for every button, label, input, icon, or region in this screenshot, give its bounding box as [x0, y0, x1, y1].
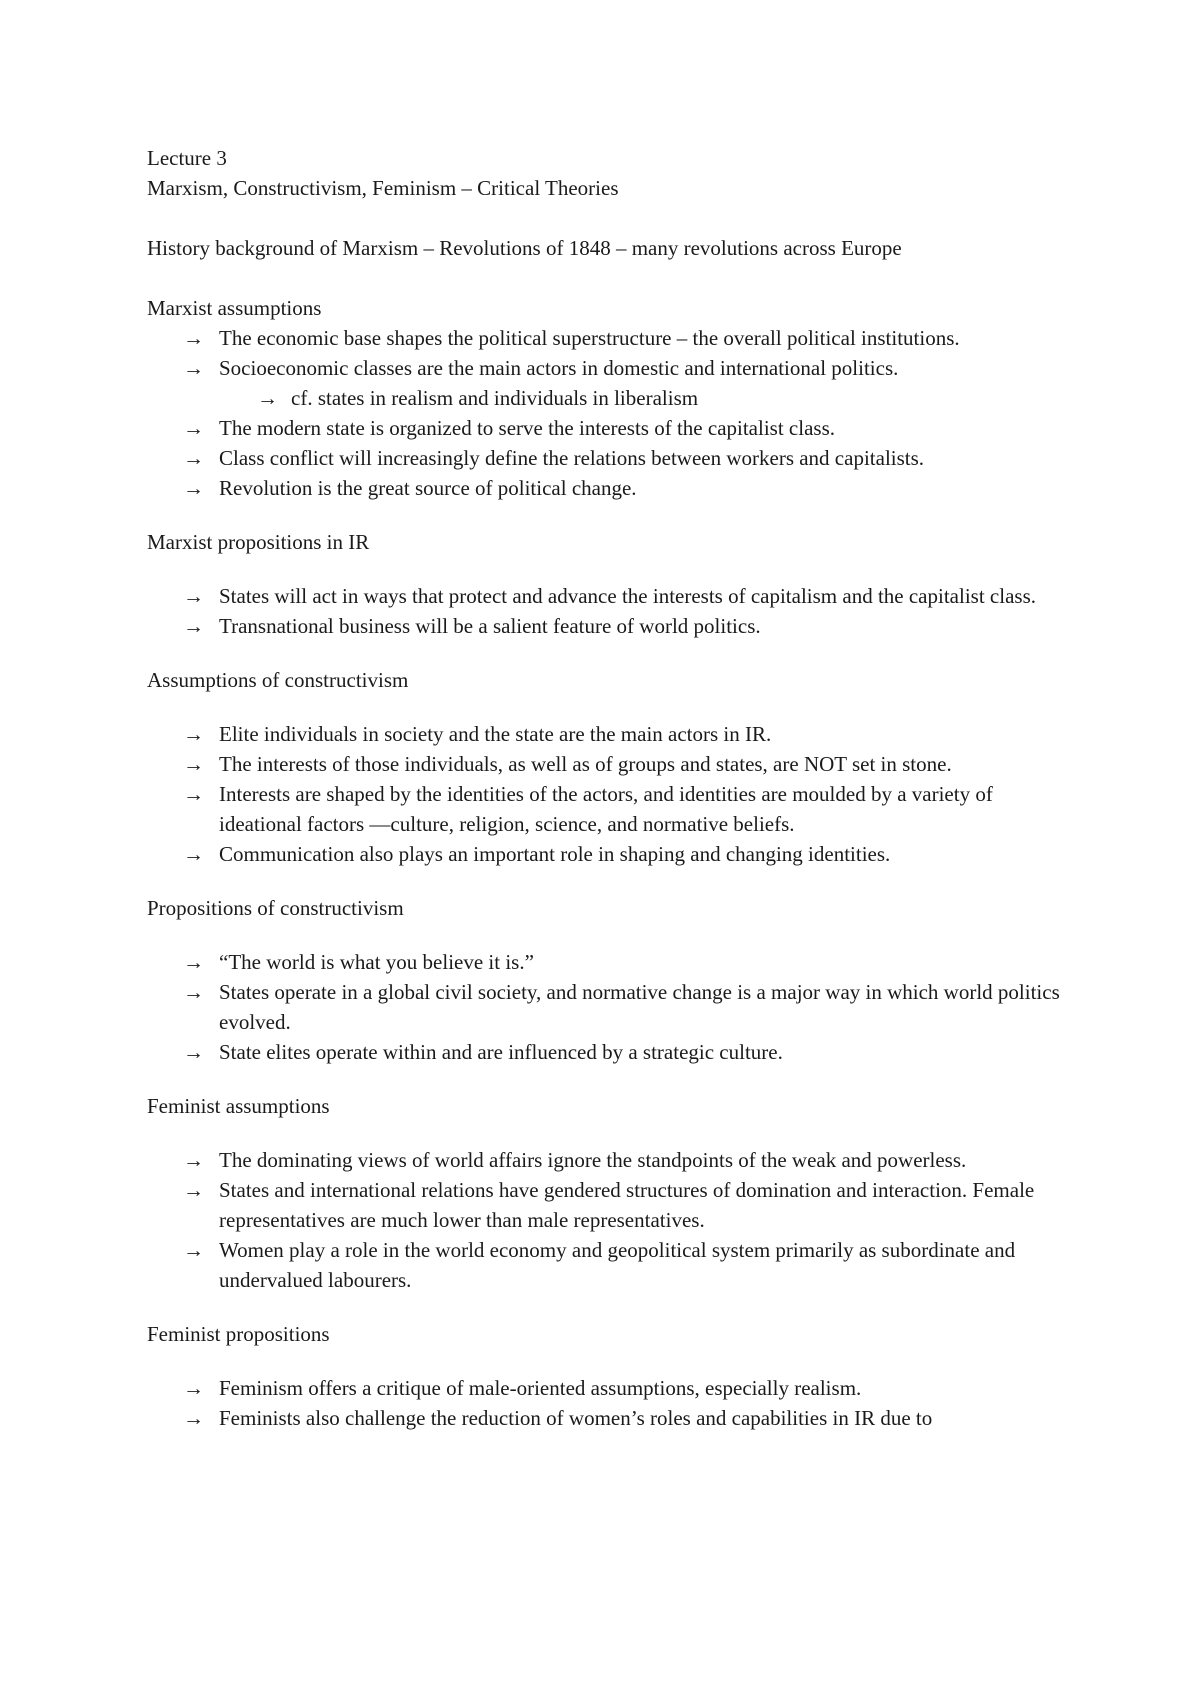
arrow-icon: →	[183, 980, 204, 1004]
arrow-icon: →	[183, 722, 204, 746]
list-item	[147, 1235, 1067, 1295]
arrow-icon: →	[183, 356, 204, 380]
arrow-icon: →	[183, 326, 204, 350]
list-item	[147, 1145, 1067, 1175]
list-item	[147, 1373, 1067, 1403]
section-heading-marxist-propositions: Marxist propositions in IR	[147, 530, 370, 554]
list-item	[147, 611, 1067, 641]
list-item	[147, 1403, 1067, 1433]
arrow-icon: →	[183, 614, 204, 638]
section-heading-constructivism-assumptions: Assumptions of constructivism	[147, 668, 409, 692]
list-item-text: Transnational business will be a salient feature of world politics.	[219, 614, 761, 638]
list-item-text: Class conflict will increasingly define the relations between workers and capitalists.	[219, 446, 925, 470]
list-item	[147, 947, 1067, 977]
list-item-text: Interests are shaped by the identities of the actors, and identities are moulded by a variety of ideational factors —culture, religion, science, and normative beliefs.	[219, 782, 993, 836]
list-item-text: Revolution is the great source of political change.	[219, 476, 637, 500]
list-item-text: Socioeconomic classes are the main actors in domestic and international politics.	[219, 356, 899, 380]
arrow-icon: →	[183, 752, 204, 776]
arrow-icon: →	[183, 1178, 204, 1202]
list-item-text: Feminism offers a critique of male-oriented assumptions, especially realism.	[219, 1376, 862, 1400]
list-item-text: States will act in ways that protect and advance the interests of capitalism and the capitalist class.	[219, 584, 1036, 608]
list-item	[147, 1037, 1067, 1067]
list-item	[147, 353, 1067, 383]
lecture-title: Marxism, Constructivism, Feminism – Critical Theories	[147, 176, 619, 200]
document-page	[147, 143, 1067, 1433]
history-background: History background of Marxism – Revolutions of 1848 – many revolutions across Europe	[147, 236, 902, 260]
list-item	[147, 413, 1067, 443]
arrow-icon: →	[183, 1148, 204, 1172]
lecture-number: Lecture 3	[147, 146, 227, 170]
list-item-text: “The world is what you believe it is.”	[219, 950, 534, 974]
section-heading-feminist-propositions: Feminist propositions	[147, 1322, 330, 1346]
list-item-text: Elite individuals in society and the state are the main actors in IR.	[219, 722, 772, 746]
list-item-text: The modern state is organized to serve the interests of the capitalist class.	[219, 416, 836, 440]
list-item	[147, 779, 1067, 839]
list-item-text: Communication also plays an important role in shaping and changing identities.	[219, 842, 891, 866]
list-item-text: The interests of those individuals, as well as of groups and states, are NOT set in stone.	[219, 752, 952, 776]
list-item	[147, 473, 1067, 503]
section-heading-marxist-assumptions: Marxist assumptions	[147, 296, 322, 320]
list-item	[147, 443, 1067, 473]
list-item-text: States operate in a global civil society, and normative change is a major way in which world politics evolved.	[219, 980, 1060, 1034]
list-item-text: Feminists also challenge the reduction of women’s roles and capabilities in IR due to	[219, 1406, 933, 1430]
list-item-text: States and international relations have gendered structures of domination and interaction. Female representatives are much lower than male representatives.	[219, 1178, 1035, 1232]
section-heading-constructivism-propositions: Propositions of constructivism	[147, 896, 404, 920]
list-item-text: State elites operate within and are influenced by a strategic culture.	[219, 1040, 783, 1064]
arrow-icon: →	[183, 416, 204, 440]
list-item	[147, 581, 1067, 611]
list-item-text: The dominating views of world affairs ignore the standpoints of the weak and powerless.	[219, 1148, 967, 1172]
list-item	[147, 749, 1067, 779]
arrow-icon: →	[183, 842, 204, 866]
arrow-icon: →	[183, 1238, 204, 1262]
list-item-text: cf. states in realism and individuals in liberalism	[291, 386, 699, 410]
list-item	[147, 839, 1067, 869]
sub-list-item	[147, 383, 1067, 413]
list-item	[147, 719, 1067, 749]
arrow-icon: →	[183, 476, 204, 500]
list-item-text: Women play a role in the world economy and geopolitical system primarily as subordinate and undervalued labourers.	[219, 1238, 1016, 1292]
arrow-icon: →	[183, 1040, 204, 1064]
list-item	[147, 977, 1067, 1037]
arrow-icon: →	[183, 1406, 204, 1430]
arrow-icon: →	[183, 1376, 204, 1400]
section-heading-feminist-assumptions: Feminist assumptions	[147, 1094, 330, 1118]
arrow-icon: →	[183, 782, 204, 806]
arrow-icon: →	[257, 386, 278, 410]
list-item	[147, 323, 1067, 353]
arrow-icon: →	[183, 950, 204, 974]
list-item	[147, 1175, 1067, 1235]
list-item-text: The economic base shapes the political superstructure – the overall political institutions.	[219, 326, 960, 350]
arrow-icon: →	[183, 446, 204, 470]
arrow-icon: →	[183, 584, 204, 608]
